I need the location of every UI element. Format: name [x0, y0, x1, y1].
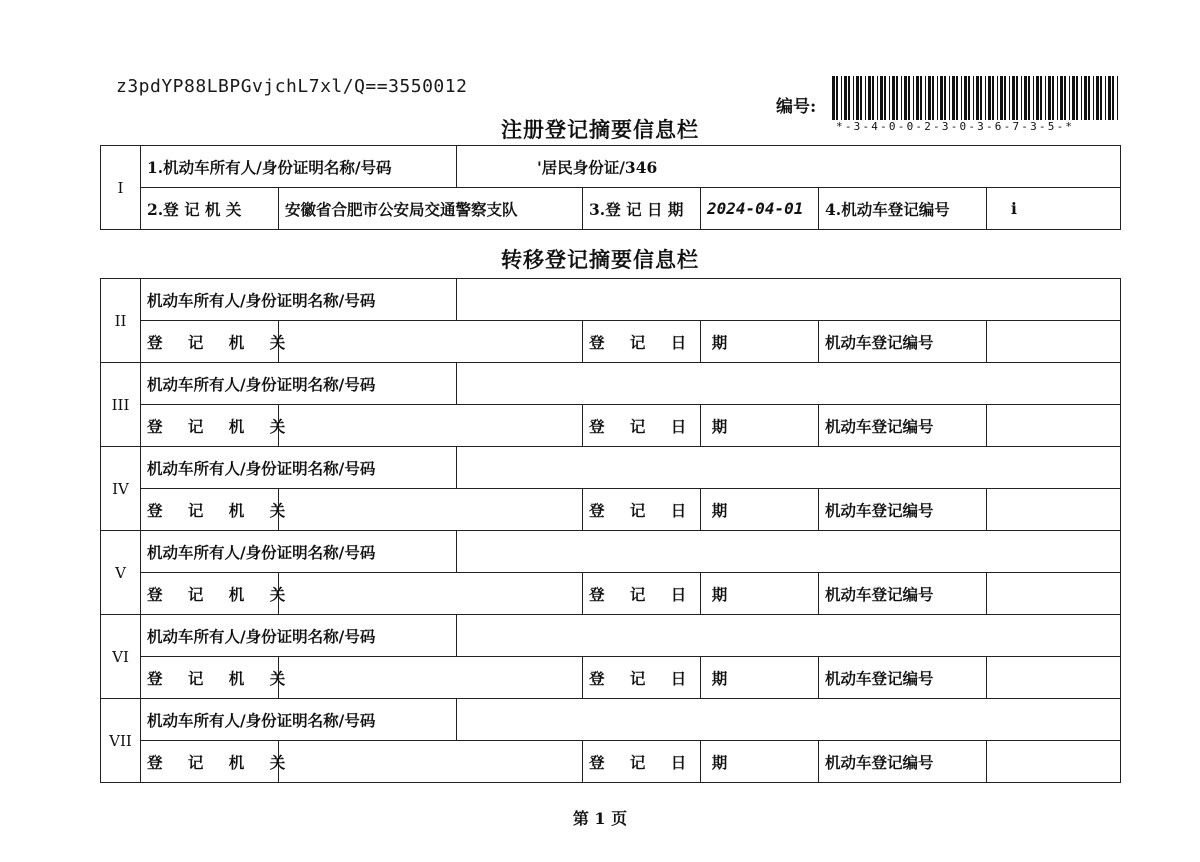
transfer-owner-row — [101, 615, 1121, 657]
owner-label: 机动车所有人/身份证明名称/号码 — [141, 279, 457, 321]
authority-value — [279, 573, 583, 615]
authority-label: 登 记 机 关 — [141, 741, 279, 783]
transfer-table — [100, 278, 1121, 783]
date-label: 登 记 日 期 — [583, 489, 701, 531]
authority-value — [279, 741, 583, 783]
authority-label: 登 记 机 关 — [141, 489, 279, 531]
reg-number-value — [987, 573, 1121, 615]
registration-table — [100, 145, 1121, 230]
transfer-detail-row — [101, 741, 1121, 783]
owner-label: 机动车所有人/身份证明名称/号码 — [141, 447, 457, 489]
transfer-owner-row — [101, 699, 1121, 741]
reg-number-value — [987, 741, 1121, 783]
owner-label: 机动车所有人/身份证明名称/号码 — [141, 699, 457, 741]
date-label: 登 记 日 期 — [583, 741, 701, 783]
owner-value — [457, 447, 1121, 489]
transfer-detail-row — [101, 321, 1121, 363]
authority-value — [279, 405, 583, 447]
reg-number-label: 4.机动车登记编号 — [819, 188, 987, 230]
reg-number-value: i — [987, 188, 1121, 230]
transfer-owner-row — [101, 447, 1121, 489]
owner-value — [457, 699, 1121, 741]
roman-numeral: V — [101, 531, 141, 615]
reg-number-value — [987, 489, 1121, 531]
date-label: 3.登 记 日 期 — [583, 188, 701, 230]
date-label: 登 记 日 期 — [583, 657, 701, 699]
authority-value: 安徽省合肥市公安局交通警察支队 — [279, 188, 583, 230]
transfer-detail-row — [101, 657, 1121, 699]
reg-number-value — [987, 405, 1121, 447]
roman-numeral: II — [101, 279, 141, 363]
transfer-section-title: 转移登记摘要信息栏 — [501, 248, 699, 272]
transfer-owner-row — [101, 279, 1121, 321]
authority-label: 登 记 机 关 — [141, 321, 279, 363]
authority-value — [279, 321, 583, 363]
reg-number-label: 机动车登记编号 — [819, 405, 987, 447]
owner-value — [457, 363, 1121, 405]
owner-value — [457, 279, 1121, 321]
roman-numeral: VI — [101, 615, 141, 699]
owner-label: 机动车所有人/身份证明名称/号码 — [141, 363, 457, 405]
roman-numeral: IV — [101, 447, 141, 531]
transfer-owner-row — [101, 531, 1121, 573]
transfer-owner-row — [101, 363, 1121, 405]
date-label: 登 记 日 期 — [583, 405, 701, 447]
registration-owner-row — [101, 146, 1121, 188]
authority-label: 登 记 机 关 — [141, 405, 279, 447]
page-number: 第 1 页 — [572, 809, 628, 828]
reg-number-value — [987, 657, 1121, 699]
authority-label: 登 记 机 关 — [141, 657, 279, 699]
authority-value — [279, 657, 583, 699]
barcode-text: *-3-4-0-0-2-3-0-3-6-7-3-5-* — [836, 120, 1075, 133]
owner-value — [457, 615, 1121, 657]
owner-label: 1.机动车所有人/身份证明名称/号码 — [141, 146, 457, 188]
transfer-detail-row — [101, 573, 1121, 615]
date-value: 2024-04-01 — [701, 188, 819, 230]
reg-number-label: 机动车登记编号 — [819, 741, 987, 783]
owner-value — [457, 531, 1121, 573]
date-label: 登 记 日 期 — [583, 321, 701, 363]
registration-detail-row — [101, 188, 1121, 230]
roman-numeral: I — [101, 146, 141, 230]
authority-label: 2.登 记 机 关 — [141, 188, 279, 230]
document-id: z3pdYP88LBPGvjchL7xl/Q==3550012 — [116, 76, 468, 97]
transfer-detail-row — [101, 489, 1121, 531]
serial-number-label: 编号: — [776, 97, 817, 117]
reg-number-label: 机动车登记编号 — [819, 489, 987, 531]
date-label: 登 记 日 期 — [583, 573, 701, 615]
reg-number-label: 机动车登记编号 — [819, 657, 987, 699]
roman-numeral: VII — [101, 699, 141, 783]
reg-number-label: 机动车登记编号 — [819, 573, 987, 615]
roman-numeral: III — [101, 363, 141, 447]
registration-section-title: 注册登记摘要信息栏 — [501, 118, 699, 142]
authority-label: 登 记 机 关 — [141, 573, 279, 615]
authority-value — [279, 489, 583, 531]
owner-label: 机动车所有人/身份证明名称/号码 — [141, 531, 457, 573]
reg-number-value — [987, 321, 1121, 363]
owner-value: '居民身份证/346 — [457, 146, 1121, 188]
reg-number-label: 机动车登记编号 — [819, 321, 987, 363]
transfer-detail-row — [101, 405, 1121, 447]
owner-label: 机动车所有人/身份证明名称/号码 — [141, 615, 457, 657]
